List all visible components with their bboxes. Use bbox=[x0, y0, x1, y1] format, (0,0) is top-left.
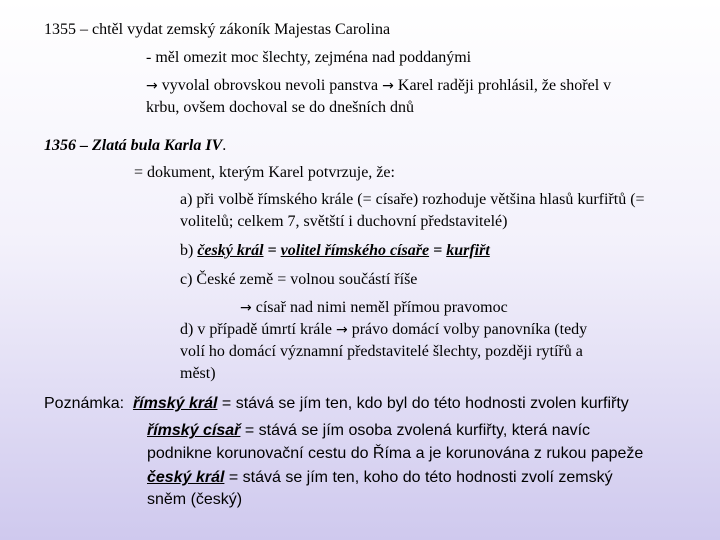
heading-1355: 1355 – chtěl vydat zemský zákoník Majestas Carolina bbox=[44, 21, 391, 38]
note-line-3: podnikne korunovační cestu do Říma a je korunována z rukou papeže bbox=[147, 445, 644, 462]
item-a: a) při volbě římského krále (= císaře) rozhoduje většina hlasů kurfiřtů (= bbox=[180, 191, 645, 208]
item-a-cont: volitelů; celkem 7, světští i duchovní představitelé) bbox=[180, 213, 508, 230]
note-line-1: Poznámka: římský král = stává se jím ten, kdo byl do této hodnosti zvolen kurfiřty bbox=[44, 395, 629, 412]
item-d-cont: volí ho domácí významní představitelé šlechty, později rytířů a bbox=[180, 343, 583, 360]
item-b: b) český král = volitel římského císaře = kurfiřt bbox=[180, 242, 490, 259]
text-line: - měl omezit moc šlechty, zejména nad poddanými bbox=[146, 49, 472, 66]
arrow-right-icon: → bbox=[382, 78, 394, 94]
item-d-cont: měst) bbox=[180, 365, 216, 382]
heading-1356: 1356 – Zlatá bula Karla IV. bbox=[44, 137, 227, 154]
arrow-right-icon: → bbox=[240, 300, 252, 316]
text-line: = dokument, kterým Karel potvrzuje, že: bbox=[134, 164, 395, 181]
note-line-5: sněm (český) bbox=[147, 491, 243, 508]
item-c: c) České země = volnou součástí říše bbox=[180, 271, 418, 288]
text-line: krbu, ovšem dochoval se do dnešních dnů bbox=[146, 99, 414, 116]
note-line-2: římský císař = stává se jím osoba zvolená kurfiřty, která navíc bbox=[147, 422, 591, 439]
note-line-4: český král = stává se jím ten, koho do této hodnosti zvolí zemský bbox=[147, 469, 613, 486]
arrow-right-icon: → bbox=[335, 322, 348, 338]
arrow-right-icon: → bbox=[146, 78, 158, 94]
note-label: Poznámka bbox=[44, 395, 120, 412]
text-line: → vyvolal obrovskou nevoli panstva → Karel raději prohlásil, že shořel v bbox=[146, 77, 612, 94]
item-c-arrow: → císař nad nimi neměl přímou pravomoc bbox=[240, 299, 508, 316]
item-d: d) v případě úmrtí krále → právo domácí volby panovníka (tedy bbox=[180, 321, 588, 338]
